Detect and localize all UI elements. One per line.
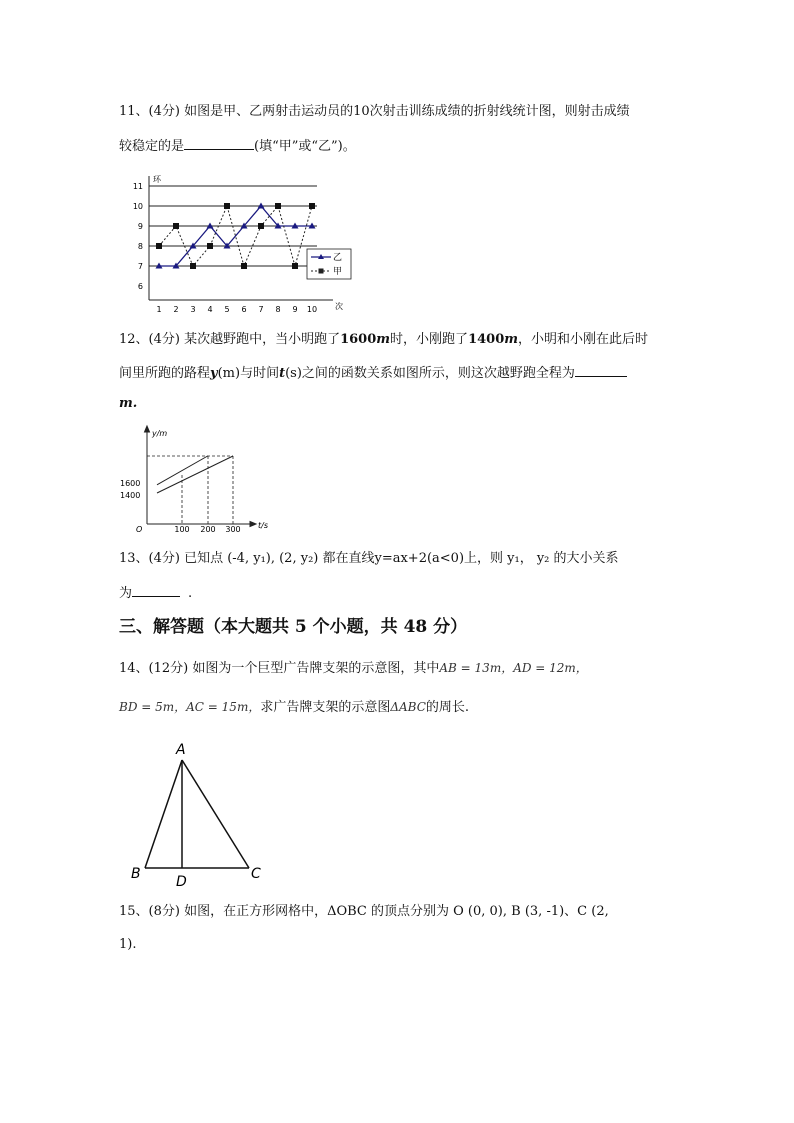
jia-point-9	[292, 263, 298, 269]
q12-unit-m2: m	[504, 332, 519, 347]
distance-time-graph	[120, 424, 290, 536]
q14-line2	[119, 698, 469, 717]
q14-line1	[119, 659, 588, 678]
q13-line1: 13、(4分) 已知点 (-4, y₁), (2, y₂) 都在直线y=ax+2(a<0)上，则 y₁， y₂ 的大小关系	[119, 551, 619, 566]
jia-point-10	[309, 203, 315, 209]
q12-answer-blank[interactable]	[575, 362, 627, 377]
chart11-xticks	[156, 305, 317, 314]
jia-point-8	[275, 203, 281, 209]
xtick-8: 8	[275, 305, 281, 314]
chart11-ylabel: 环	[153, 175, 161, 184]
ytick-10: 10	[132, 202, 143, 211]
q12-value-1400: 1400	[468, 332, 505, 347]
legend-yi: 乙	[333, 253, 343, 263]
chart12-xlabel: t/s	[258, 521, 268, 530]
q15-line1: 15、(8分) 如图，在正方形网格中，ΔOBC 的顶点分别为 O (0, 0), B (3, -1)、C (2,	[119, 904, 609, 919]
ytick-8: 8	[137, 242, 143, 251]
q14-text-c: 的周长.	[425, 700, 470, 715]
chart11-xlabel: 次	[335, 302, 343, 311]
q14-text-b: 求广告牌支架的示意图	[260, 700, 391, 715]
q15-line2: 1).	[119, 937, 137, 952]
q12-unit-ts: (s)	[285, 366, 302, 381]
chart11-axes	[149, 176, 333, 300]
chart12-ytick-1400: 1400	[120, 491, 141, 500]
vertex-c-label: C	[251, 866, 261, 882]
q12-symbol-t: t	[279, 366, 286, 381]
q11-answer-blank[interactable]	[184, 135, 254, 150]
xtick-10: 10	[306, 305, 318, 314]
shooting-line-chart	[125, 168, 355, 318]
q12-text-d: 间里所跑的路程	[119, 366, 211, 381]
chart12-ytick-1600: 1600	[120, 479, 141, 488]
section-3-title: 三、解答题（本大题共 5 个小题，共 48 分）	[119, 617, 468, 637]
jia-point-1	[156, 243, 162, 249]
vertex-b-label: B	[131, 866, 141, 882]
q11-text-pre: 较稳定的是	[119, 139, 185, 154]
q13-line2	[119, 582, 192, 603]
q11-text-post: (填“甲”或“乙”)。	[254, 139, 356, 154]
q12-line2	[119, 362, 627, 383]
q13-text-b: .	[188, 586, 193, 601]
ytick-11: 11	[132, 182, 143, 191]
ytick-7: 7	[137, 262, 143, 271]
q12-text-c: ，小明和小刚在此后时	[518, 332, 649, 347]
xtick-9: 9	[292, 305, 298, 314]
q14-math-bd-ac: BD = 5m，AC = 15m，	[119, 700, 261, 714]
xtick-1: 1	[156, 305, 162, 314]
chart12-ylabel: y/m	[152, 429, 168, 438]
jia-point-4	[207, 243, 213, 249]
vertex-a-label: A	[176, 742, 186, 758]
q12-text-a: 12、(4分) 某次越野跑中，当小明跑了	[119, 332, 341, 347]
ytick-9: 9	[137, 222, 143, 231]
q14-math-ab-ad: AB = 13m，AD = 12m，	[439, 661, 588, 675]
jia-point-3	[190, 263, 196, 269]
legend-jia: 甲	[333, 267, 343, 277]
q12-value-1600: 1600	[340, 332, 377, 347]
q11-line2	[119, 135, 356, 156]
q12-text-b: 时，小刚跑了	[390, 332, 469, 347]
series-yi-line	[159, 206, 312, 266]
xtick-2: 2	[173, 305, 179, 314]
xtick-4: 4	[207, 305, 213, 314]
q11-line1: 11、(4分) 如图是甲、乙两射击运动员的10次射击训练成绩的折射线统计图，则射击成绩	[119, 104, 630, 119]
xtick-3: 3	[190, 305, 196, 314]
q12-text-f: 之间的函数关系如图所示，则这次越野跑全程为	[301, 366, 575, 381]
xtick-6: 6	[241, 305, 247, 314]
jia-point-5	[224, 203, 230, 209]
chart12-xtick-100: 100	[174, 525, 190, 534]
q12-text-e: 与时间	[240, 366, 280, 381]
q12-unit-m1: m	[376, 332, 391, 347]
q13-answer-blank[interactable]	[132, 582, 180, 597]
chart11-legend	[307, 249, 351, 279]
xtick-5: 5	[224, 305, 230, 314]
xiaogang-line	[157, 456, 233, 493]
q12-symbol-y: y	[210, 366, 218, 381]
jia-point-7	[258, 223, 264, 229]
q12-unit-ym: (m)	[217, 366, 241, 381]
q12-line1	[119, 331, 648, 349]
xtick-7: 7	[258, 305, 264, 314]
triangle-abc-figure	[125, 738, 275, 888]
q12-line3: m.	[119, 396, 138, 411]
jia-point-6	[241, 263, 247, 269]
q13-text-a: 为	[119, 586, 133, 601]
q14-math-triangle: ΔABC	[390, 700, 426, 714]
chart12-xtick-200: 200	[200, 525, 216, 534]
chart12-axes	[145, 426, 257, 527]
triangle-lines	[145, 760, 249, 868]
jia-point-2	[173, 223, 179, 229]
point-d-label: D	[176, 874, 187, 888]
chart11-yticks	[133, 182, 143, 291]
ytick-6: 6	[137, 282, 143, 291]
q14-text-a: 14、(12分) 如图为一个巨型广告牌支架的示意图，其中	[119, 661, 440, 676]
chart12-xtick-300: 300	[225, 525, 241, 534]
chart12-origin: O	[136, 525, 143, 534]
